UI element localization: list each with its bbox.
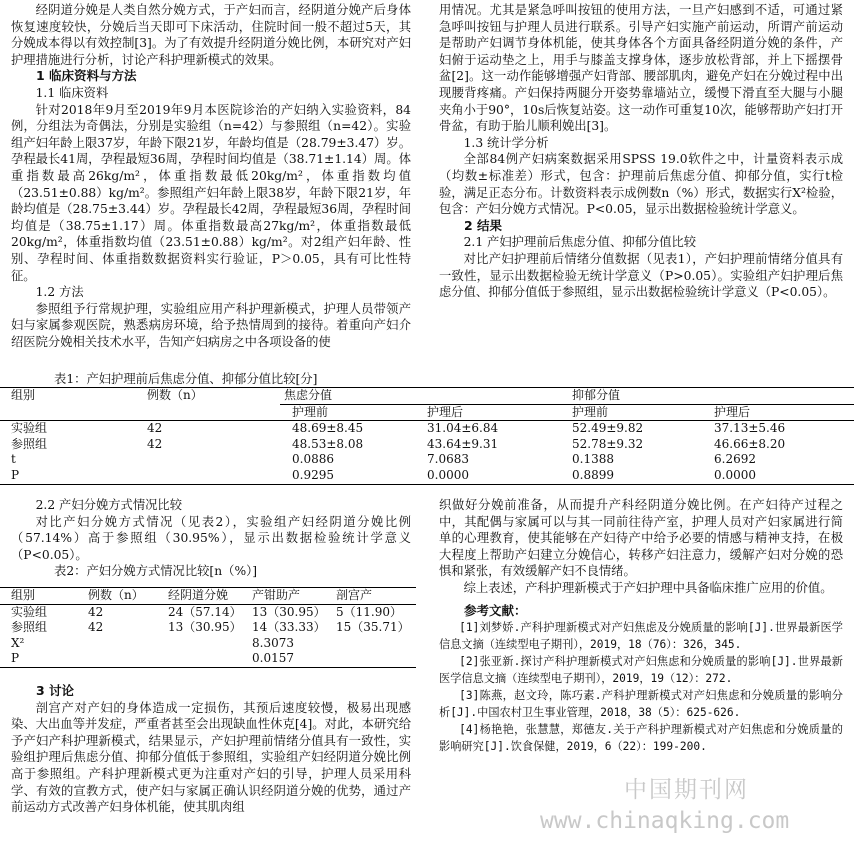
table1-caption <box>11 371 431 388</box>
table-cell: 37.13±5.46 <box>714 421 786 436</box>
table-row <box>0 437 854 453</box>
table1-col-n: 例数（n） <box>147 388 203 402</box>
table-cell: 13（30.95） <box>252 604 326 619</box>
table2 <box>0 587 416 668</box>
table-row <box>0 620 416 636</box>
table-cell: 0.0886 <box>292 452 334 467</box>
table-cell: 13（30.95） <box>168 620 242 635</box>
table-cell: 42 <box>88 604 104 619</box>
right-bottom-column <box>439 497 843 755</box>
table-cell: 42 <box>147 436 163 451</box>
reference-item: [4]杨艳艳，张慧慧，郑德友.关于产科护理新模式对产妇焦虑和分娩质量的影响研究[J].饮食保健，2019，6（22）：199-200. <box>439 723 843 754</box>
table2-col-cs: 剖宫产 <box>336 588 373 602</box>
table1-col-anx: 焦虑分值 <box>280 388 568 405</box>
reference-item: [2]张亚新.探讨产科护理新模式对产妇焦虑和分娩质量的影响[J].世界最新医学信息文摘（连续型电子期刊），2019，19（12）：272. <box>439 655 843 686</box>
table-cell: 24（57.14） <box>168 604 242 619</box>
table1-sub-dep-before: 护理前 <box>572 404 609 419</box>
table-cell: 48.53±8.08 <box>292 436 364 451</box>
table1 <box>0 387 854 485</box>
watermark-url: www.chinaqking.com <box>540 808 790 834</box>
table-cell: 46.66±8.20 <box>714 436 786 451</box>
table-row <box>0 421 854 437</box>
heading-1-2: 1.2 方法 <box>35 285 84 300</box>
table1-header-row <box>0 388 854 405</box>
table2-header-row <box>0 588 416 605</box>
table-row <box>0 452 854 468</box>
table-cell: 0.8899 <box>572 467 614 482</box>
table2-col-vag: 经阴道分娩 <box>168 588 229 602</box>
table-cell: 0.0000 <box>427 467 469 482</box>
heading-1-3: 1.3 统计学分析 <box>463 135 549 150</box>
table-cell: 参照组 <box>11 436 48 451</box>
discussion-paragraph: 剖宫产对产妇的身体造成一定损伤，其预后速度较慢，极易出现感染、大出血等并发症，严重者甚至会出现缺血性休克[4]。对此，本研究给予产妇产科护理新模式，结果显示，产妇护理前情绪分值具有一致性，实验组护理后焦虑分值、抑郁分值低于参照组，实验组产妇经阴道分娩比例高于参照组。产科护理新模式更为注重对产妇的引导，护理人员采用科学、有效的宣教方式，使产妇与家属正确认识经阴道分娩的优势，通过产前运动方式改善产妇身体机能，使其肌肉组 <box>11 700 411 815</box>
references-list <box>439 619 843 755</box>
heading-1-1: 1.1 临床资料 <box>35 85 109 100</box>
discussion-continued-paragraph: 织做好分娩前准备，从而提升产科经阴道分娩比例。在产妇待产过程之中，其配偶与家属可以与其一同前往待产室，护理人员对产妇家属进行简单的心理教育，使其能够在产妇待产中给予必要的情感与精神支持，在极大程度上帮助产妇建立分娩信心，转移产妇注意力，缓解产妇对分娩的恐惧和紧张，有效缓解产妇不良情绪。 <box>439 498 843 579</box>
heading-2-2: 2.2 产妇分娩方式情况比较 <box>35 498 183 512</box>
table1-sub-anx-after: 护理后 <box>427 404 464 419</box>
table-cell: 0.0157 <box>252 651 294 666</box>
table1-subheader-row <box>0 404 854 421</box>
table-cell: 0.1388 <box>572 452 614 467</box>
table-cell: 参照组 <box>11 620 48 635</box>
table-cell: P <box>11 467 20 482</box>
references-title: 参考文献： <box>464 602 527 618</box>
table-cell: 31.04±6.84 <box>427 421 499 436</box>
table-cell: 42 <box>88 620 104 635</box>
clinical-paragraph: 针对2018年9月至2019年9月本医院诊治的产妇纳入实验资料，84例，分组法为奇偶法，分别是实验组（n=42）与参照组（n=42）。实验组产妇年龄上限37岁，年龄下限21岁，年龄均值是（28.79±3.47）岁。孕程最长41周，孕程最短36周，孕程时间均值是（38.71±1.14）周。体重指数最高26kg/m²，体重指数最低20kg/m²，体重指数均值（23.51±0.88）kg/m²。参照组产妇年龄上限38岁，年龄下限21岁，年龄均值是（28.75±3.44）岁。孕程最长42周，孕程最短36周，孕程时间均值是（38.75±1.17）周。体重指数最高27kg/m²，体重指数最低20kg/m²，体重指数均值（23.51±0.88）kg/m²。对2组产妇年龄、性别、孕程时间、体重指数数据资料实行验证，P＞0.05，具有可比性特征。 <box>11 102 411 283</box>
method-paragraph: 参照组予行常规护理，实验组应用产科护理新模式，护理人员带领产妇与家属参观医院，熟悉病房环境，给予热情周到的接待。着重向产妇介绍医院分娩相关技术水平，告知产妇病房之中各项设备的使 <box>11 301 411 349</box>
intro-paragraph: 经阴道分娩是人类自然分娩方式，于产妇而言，经阴道分娩产后身体恢复速度较快，分娩后当天即可下床活动，住院时间一般不超过5天，其分娩成本得以有效控制[3]。为了有效提升经阴道分娩比例，本研究对产妇护理措施进行分析，讨论产科护理新模式的效果。 <box>11 3 411 67</box>
method-continued-paragraph: 用情况。尤其是紧急呼叫按钮的使用方法，一旦产妇感到不适，可通过紧急呼叫按钮与护理人员进行联系。引导产妇实施产前运动，所谓产前运动是帮助产妇调节身体机能，使其身体各个方面具备经阴道分娩的条件，产妇俯于运动垫之上，用手与膝盖支撑身体，逐步放松背部，并上下摇摆骨盆[2]。这一动作能够增强产妇背部、腰部肌肉，避免产妇在分娩过程中出现腰背疼痛。产妇保持两腿分开姿势靠墙站立，缓慢下滑直至大腿与小腿夹角小于90°，10s后恢复站姿。这一动作可重复10次，能够帮助产妇打开骨盆，有助于胎儿顺利娩出[3]。 <box>439 3 843 134</box>
table-cell <box>143 452 280 468</box>
table2-col-n: 例数（n） <box>88 588 144 602</box>
table-cell: t <box>11 452 16 467</box>
table-cell: 0.9295 <box>292 467 334 482</box>
reference-item: [3]陈燕，赵文玲，陈巧素.产科护理新模式对产妇焦虑和分娩质量的影响分析[J].中国农村卫生事业管理，2018，38（5）：625-626. <box>439 689 843 720</box>
reference-item: [1]刘梦娇.产科护理新模式对产妇焦虑及分娩质量的影响[J].世界最新医学信息文摘（连续型电子期刊），2019，18（76）：326，345. <box>439 621 843 652</box>
heading-section-1: 1 临床资料与方法 <box>36 68 137 84</box>
table-cell: 8.3073 <box>252 635 294 650</box>
conclusion-paragraph: 综上表述，产科护理新模式于产妇护理中具备临床推广应用的价值。 <box>463 580 833 595</box>
right-top-column <box>439 2 843 301</box>
discussion-column <box>11 683 411 816</box>
table-row <box>0 604 416 620</box>
table-cell: 7.0683 <box>427 452 469 467</box>
table-row <box>0 651 416 667</box>
table-cell: 5（11.90） <box>336 604 402 619</box>
table1-col-group: 组别 <box>11 388 36 402</box>
table2-col-group: 组别 <box>11 588 36 602</box>
table-cell <box>84 651 164 667</box>
table-cell: 48.69±8.45 <box>292 421 364 436</box>
table-cell: 6.2692 <box>714 452 756 467</box>
table2-col-forceps: 产钳助产 <box>252 588 301 602</box>
table-row <box>0 468 854 484</box>
table-cell <box>332 651 416 667</box>
table2-caption: 表2：产妇分娩方式情况比较[n（%）] <box>54 564 258 579</box>
left-bottom-column <box>11 497 411 580</box>
result-2-paragraph: 对比产妇分娩方式情况（见表2），实验组产妇经阴道分娩比例（57.14%）高于参照组（30.95%），显示出数据检验统计学意义（P<0.05）。 <box>11 514 411 562</box>
table-cell <box>164 651 248 667</box>
heading-section-2: 2 结果 <box>464 217 503 233</box>
table-cell <box>332 636 416 652</box>
table-cell: 42 <box>147 421 163 436</box>
table-cell: 15（35.71） <box>336 620 410 635</box>
left-top-column <box>11 2 411 350</box>
table1-col-dep: 抑郁分值 <box>568 388 854 405</box>
table-row <box>0 636 416 652</box>
table-cell <box>143 468 280 484</box>
table1-sub-dep-after: 护理后 <box>714 404 751 419</box>
table-cell: P <box>11 651 20 666</box>
table-cell: 14（33.33） <box>252 620 326 635</box>
table-cell: 实验组 <box>11 604 48 619</box>
table-cell: 52.78±9.32 <box>572 436 644 451</box>
heading-section-3: 3 讨论 <box>36 683 75 698</box>
table1-sub-anx-before: 护理前 <box>292 404 329 419</box>
watermark-cn: 中国期刊网 <box>624 777 749 803</box>
table1-caption-text: 表1：产妇护理前后焦虑分值、抑郁分值比较[分] <box>54 372 318 386</box>
heading-2-1: 2.1 产妇护理前后焦虑分值、抑郁分值比较 <box>463 235 697 250</box>
table-cell <box>164 636 248 652</box>
table-cell <box>84 636 164 652</box>
result-1-paragraph: 对比产妇护理前后情绪分值数据（见表1），产妇护理前情绪分值具有一致性，显示出数据检验无统计学意义（P>0.05）。实验组产妇护理后焦虑分值、抑郁分值低于参照组，显示出数据检验统计学意义（P<0.05）。 <box>439 251 843 300</box>
table-cell: 52.49±9.82 <box>572 421 644 436</box>
table-cell: 0.0000 <box>714 467 756 482</box>
table-cell: 43.64±9.31 <box>427 436 499 451</box>
table-cell: 实验组 <box>11 421 48 436</box>
table-cell: X² <box>11 635 25 650</box>
stats-paragraph: 全部84例产妇病案数据采用SPSS 19.0软件之中，计量资料表示成（均数±标准差）形式，包含：护理前后焦虑分值、抑郁分值，实行t检验，满足正态分布。计数资料表示成例数n（%）形式，数据实行X²检验，包含：产妇分娩方式情况。P<0.05，显示出数据检验统计学意义。 <box>439 152 843 217</box>
